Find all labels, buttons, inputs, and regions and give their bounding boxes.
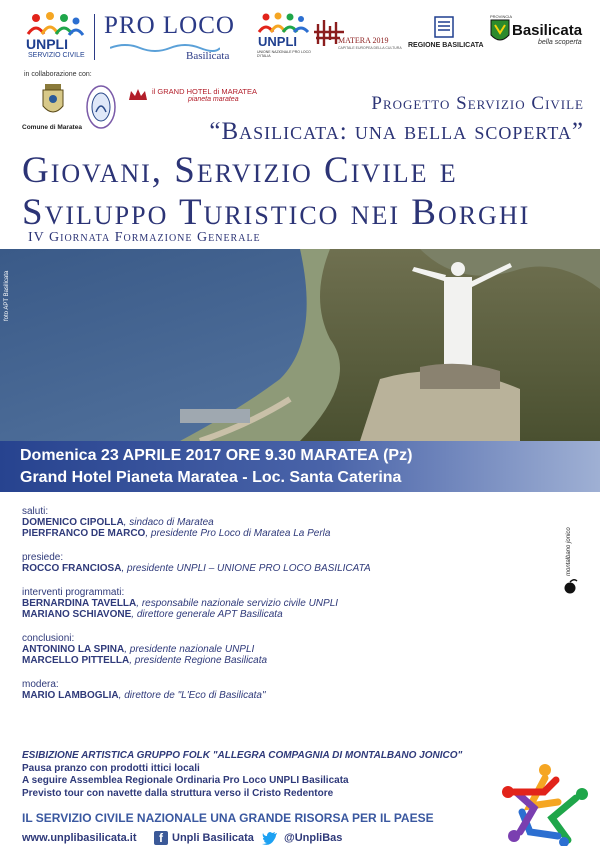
speaker-name: ANTONINO LA SPINA <box>22 644 125 655</box>
matera-name: MATERA 2019 <box>338 36 389 45</box>
matera-caption: CAPITALE EUROPEA DELLA CULTURA <box>338 46 402 50</box>
main-title-line-2: Sviluppo Turistico nei Borghi <box>22 192 531 233</box>
unpli-national-logo <box>256 12 310 68</box>
interventi-label: interventi programmati: <box>22 587 125 598</box>
regione-name: REGIONE BASILICATA <box>408 42 484 49</box>
pro-loco-maratea-seal <box>86 84 118 132</box>
basilicata-name: Basilicata <box>512 22 583 39</box>
event-band <box>0 441 600 492</box>
project-quote: “Basilicata: una bella scoperta” <box>209 118 584 145</box>
conclusioni-speaker-2 <box>22 655 542 666</box>
saluti-speaker-1 <box>22 517 542 528</box>
slogan: IL SERVIZIO CIVILE NAZIONALE UNA GRANDE RISORSA PER IL PAESE <box>22 811 434 825</box>
montalbano-logo <box>560 512 584 596</box>
speaker-name: MARCELLO PITTELLA <box>22 655 130 666</box>
subtitle-giornata: IV Giornata Formazione Generale <box>28 230 261 245</box>
project-title: Progetto Servizio Civile <box>371 93 584 114</box>
unpli2-caption: UNIONE NAZIONALE PRO LOCO D'ITALIA <box>257 50 311 58</box>
speaker-name: MARIO LAMBOGLIA <box>22 690 119 701</box>
cristo-redentore-photo-icon <box>0 249 600 441</box>
event-venue-line: Grand Hotel Pianeta Maratea - Loc. Santa Caterina <box>20 469 402 486</box>
unpli-subtitle: SERVIZIO CIVILE <box>28 52 85 59</box>
unpli-name: UNPLI <box>26 36 68 52</box>
facebook-icon: f <box>154 831 168 845</box>
speaker-role: , responsabile nazionale servizio civile UNPLI <box>136 598 339 609</box>
speaker-role: , presidente UNPLI – UNIONE PRO LOCO BASILICATA <box>121 563 371 574</box>
speaker-name: DOMENICO CIPOLLA <box>22 517 124 528</box>
collaboration-label: in collaborazione con: <box>24 71 92 78</box>
interventi-speaker-1 <box>22 598 542 609</box>
extra-line-3: A seguire Assemblea Regionale Ordinaria Pro Loco UNPLI Basilicata <box>22 775 349 786</box>
maratea-seal-icon <box>86 84 116 130</box>
matera-2019-logo <box>314 18 400 58</box>
speaker-role: , direttore de "L'Eco di Basilicata" <box>118 690 266 701</box>
speaker-name: ROCCO FRANCIOSA <box>22 563 122 574</box>
facebook-link[interactable]: Unpli Basilicata <box>172 832 254 844</box>
maratea-aerial-photo <box>0 249 600 441</box>
presiede-speaker-1 <box>22 563 542 574</box>
modera-label: modera: <box>22 679 59 690</box>
speaker-name: BERNARDINA TAVELLA <box>22 598 137 609</box>
hotel-line1: il GRAND HOTEL di MARATEA <box>152 87 258 96</box>
website-link[interactable]: www.unplibasilicata.it <box>22 832 137 844</box>
montalbano-text: montalbano jonico <box>566 527 572 576</box>
pro-loco-title: PRO LOCO <box>104 12 235 39</box>
regione-basilicata-logo <box>406 16 482 56</box>
servizio-civile-star-logo <box>500 762 590 846</box>
speaker-role: , presidente Regione Basilicata <box>129 655 268 666</box>
modera-speaker-1 <box>22 690 542 701</box>
comune-maratea-logo <box>22 84 86 134</box>
speaker-role: , sindaco di Maratea <box>123 517 214 528</box>
extras <box>22 750 462 800</box>
grand-hotel-maratea-logo <box>128 86 278 110</box>
basilicata-bella-scoperta-logo <box>490 14 590 58</box>
comune-name: Comune di Maratea <box>22 124 82 131</box>
pro-loco-logo <box>104 12 254 62</box>
basilicata-tagline: bella scoperta <box>538 39 582 46</box>
hotel-line2: pianeta maratea <box>188 96 239 103</box>
hotel-crown-icon <box>128 88 148 102</box>
basilicata-small: PROVINCIA <box>490 14 513 19</box>
speaker-role: , presidente nazionale UNPLI <box>124 644 255 655</box>
twitter-icon <box>262 831 278 845</box>
basilicata-shield-icon <box>490 19 510 45</box>
extra-line-4: Previsto tour con navette dalla struttura verso il Cristo Redentore <box>22 787 334 799</box>
twitter-handle[interactable]: @UnpliBas <box>284 832 343 844</box>
speaker-role: , presidente Pro Loco di Maratea La Perla <box>145 528 331 539</box>
unpli-figures-icon-2 <box>256 12 310 34</box>
header-divider <box>94 14 95 60</box>
saluti-label: saluti: <box>22 506 49 517</box>
people-star-icon <box>500 762 590 846</box>
speaker-name: MARIANO SCHIAVONE <box>22 609 132 620</box>
conclusioni-label: conclusioni: <box>22 633 75 644</box>
main-title-line-1: Giovani, Servizio Civile e <box>22 150 458 191</box>
event-date-line: Domenica 23 APRILE 2017 ORE 9.30 MARATEA (Pz) <box>20 447 413 464</box>
unpli2-name: UNPLI <box>258 34 297 49</box>
program <box>22 506 542 701</box>
extra-line-2: Pausa pranzo con prodotti ittici locali <box>22 762 200 774</box>
unpli-figures-icon <box>22 12 88 38</box>
extra-line-1: ESIBIZIONE ARTISTICA GRUPPO FOLK "ALLEGRA COMPAGNIA DI MONTALBANO JONICO" <box>22 750 463 761</box>
saluti-speaker-2 <box>22 528 542 539</box>
pro-loco-subtitle: Basilicata <box>186 50 230 62</box>
unpli-servizio-civile-logo <box>22 12 88 64</box>
photo-credit: foto APT Basilicata <box>4 270 10 321</box>
montalbano-fruit-icon <box>562 578 580 594</box>
interventi-speaker-2 <box>22 609 542 620</box>
regione-shield-icon <box>434 16 454 38</box>
comune-crest-icon <box>40 84 66 118</box>
conclusioni-speaker-1 <box>22 644 542 655</box>
presiede-label: presiede: <box>22 552 64 563</box>
speaker-role: , direttore generale APT Basilicata <box>131 609 283 620</box>
footer <box>22 832 502 850</box>
speaker-name: PIERFRANCO DE MARCO <box>22 528 146 539</box>
